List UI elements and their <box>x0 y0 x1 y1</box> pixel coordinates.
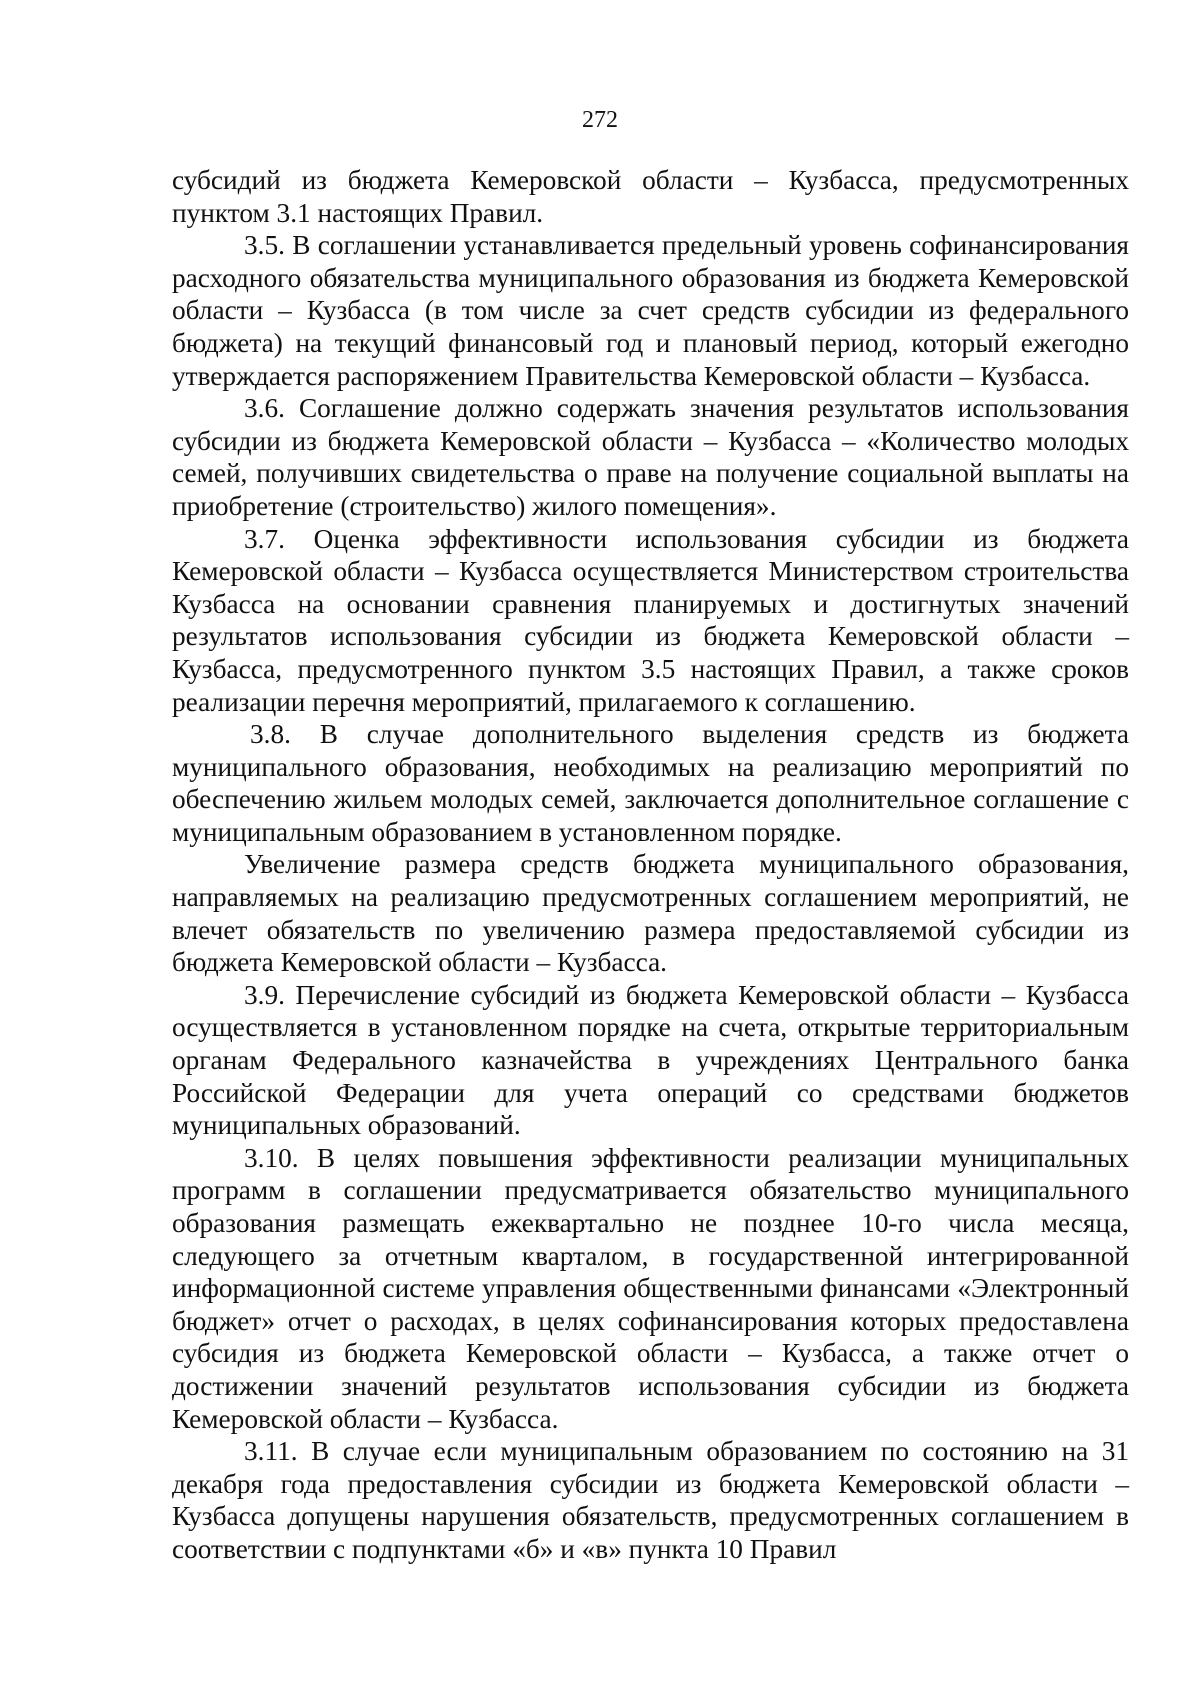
paragraph-continuation: субсидий из бюджета Кемеровской области – Кузбасса, предусмотренных пунктом 3.1 настоящих Правил. <box>172 165 1129 228</box>
paragraph-increase-funds: Увеличение размера средств бюджета муниципального образования, направляемых на реализацию предусмотренных соглашением мероприятий, не влечет обязательств по увеличению размера предоставляемой субсидии из бюджета Кемеровской области – Кузбасса. <box>172 849 1129 978</box>
paragraph-3-11: 3.11. В случае если муниципальным образованием по состоянию на 31 декабря года предоставления субсидии из бюджета Кемеровской области – Кузбасса допущены нарушения обязательств, предусмотренных соглашением в соответствии с подпунктами «б» и «в» пункта 10 Правил <box>172 1436 1129 1564</box>
paragraph-3-10: 3.10. В целях повышения эффективности реализации муниципальных программ в соглашении предусматривается обязательство муниципального образования размещать ежеквартально не позднее 10-го числа месяца, следующего за отчетным кварталом, в государственной интегрированной информационной системе управления общественными финансами «Электронный бюджет» отчет о расходах, в целях софинансирования которых предоставлена субсидия из бюджета Кемеровской области – Кузбасса, а также отчет о достижении значений результатов использования субсидии из бюджета Кемеровской области – Кузбасса. <box>172 1142 1129 1434</box>
paragraph-3-5: 3.5. В соглашении устанавливается предельный уровень софинансирования расходного обязательства муниципального образования из бюджета Кемеровской области – Кузбасса (в том числе за счет средств субсидии из федерального бюджета) на текущий финансовый год и плановый период, который ежегодно утверждается распоряжением Правительства Кемеровской области – Кузбасса. <box>172 230 1129 391</box>
paragraph-3-7: 3.7. Оценка эффективности использования субсидии из бюджета Кемеровской области – Кузбасса осуществляется Министерством строительства Кузбасса на основании сравнения планируемых и достигнутых значений результатов использования субсидии из бюджета Кемеровской области – Кузбасса, предусмотренного пунктом 3.5 настоящих Правил, а также сроков реализации перечня мероприятий, прилагаемого к соглашению. <box>172 523 1129 717</box>
paragraph-3-9: 3.9. Перечисление субсидий из бюджета Кемеровской области – Кузбасса осуществляется в установленном порядке на счета, открытые территориальным органам Федерального казначейства в учреждениях Центрального банка Российской Федерации для учета операций со средствами бюджетов муниципальных образований. <box>172 979 1129 1141</box>
page-number: 272 <box>582 107 618 133</box>
paragraph-3-8: 3.8. В случае дополнительного выделения средств из бюджета муниципального образования, необходимых на реализацию мероприятий по обеспечению жильем молодых семей, заключается дополнительное соглашение с муниципальным образованием в установленном порядке. <box>172 719 1129 847</box>
paragraph-3-6: 3.6. Соглашение должно содержать значения результатов использования субсидии из бюджета Кемеровской области – Кузбасса – «Количество молодых семей, получивших свидетельства о праве на получение социальной выплаты на приобретение (строительство) жилого помещения». <box>172 393 1129 521</box>
document-body <box>172 164 1129 1566</box>
